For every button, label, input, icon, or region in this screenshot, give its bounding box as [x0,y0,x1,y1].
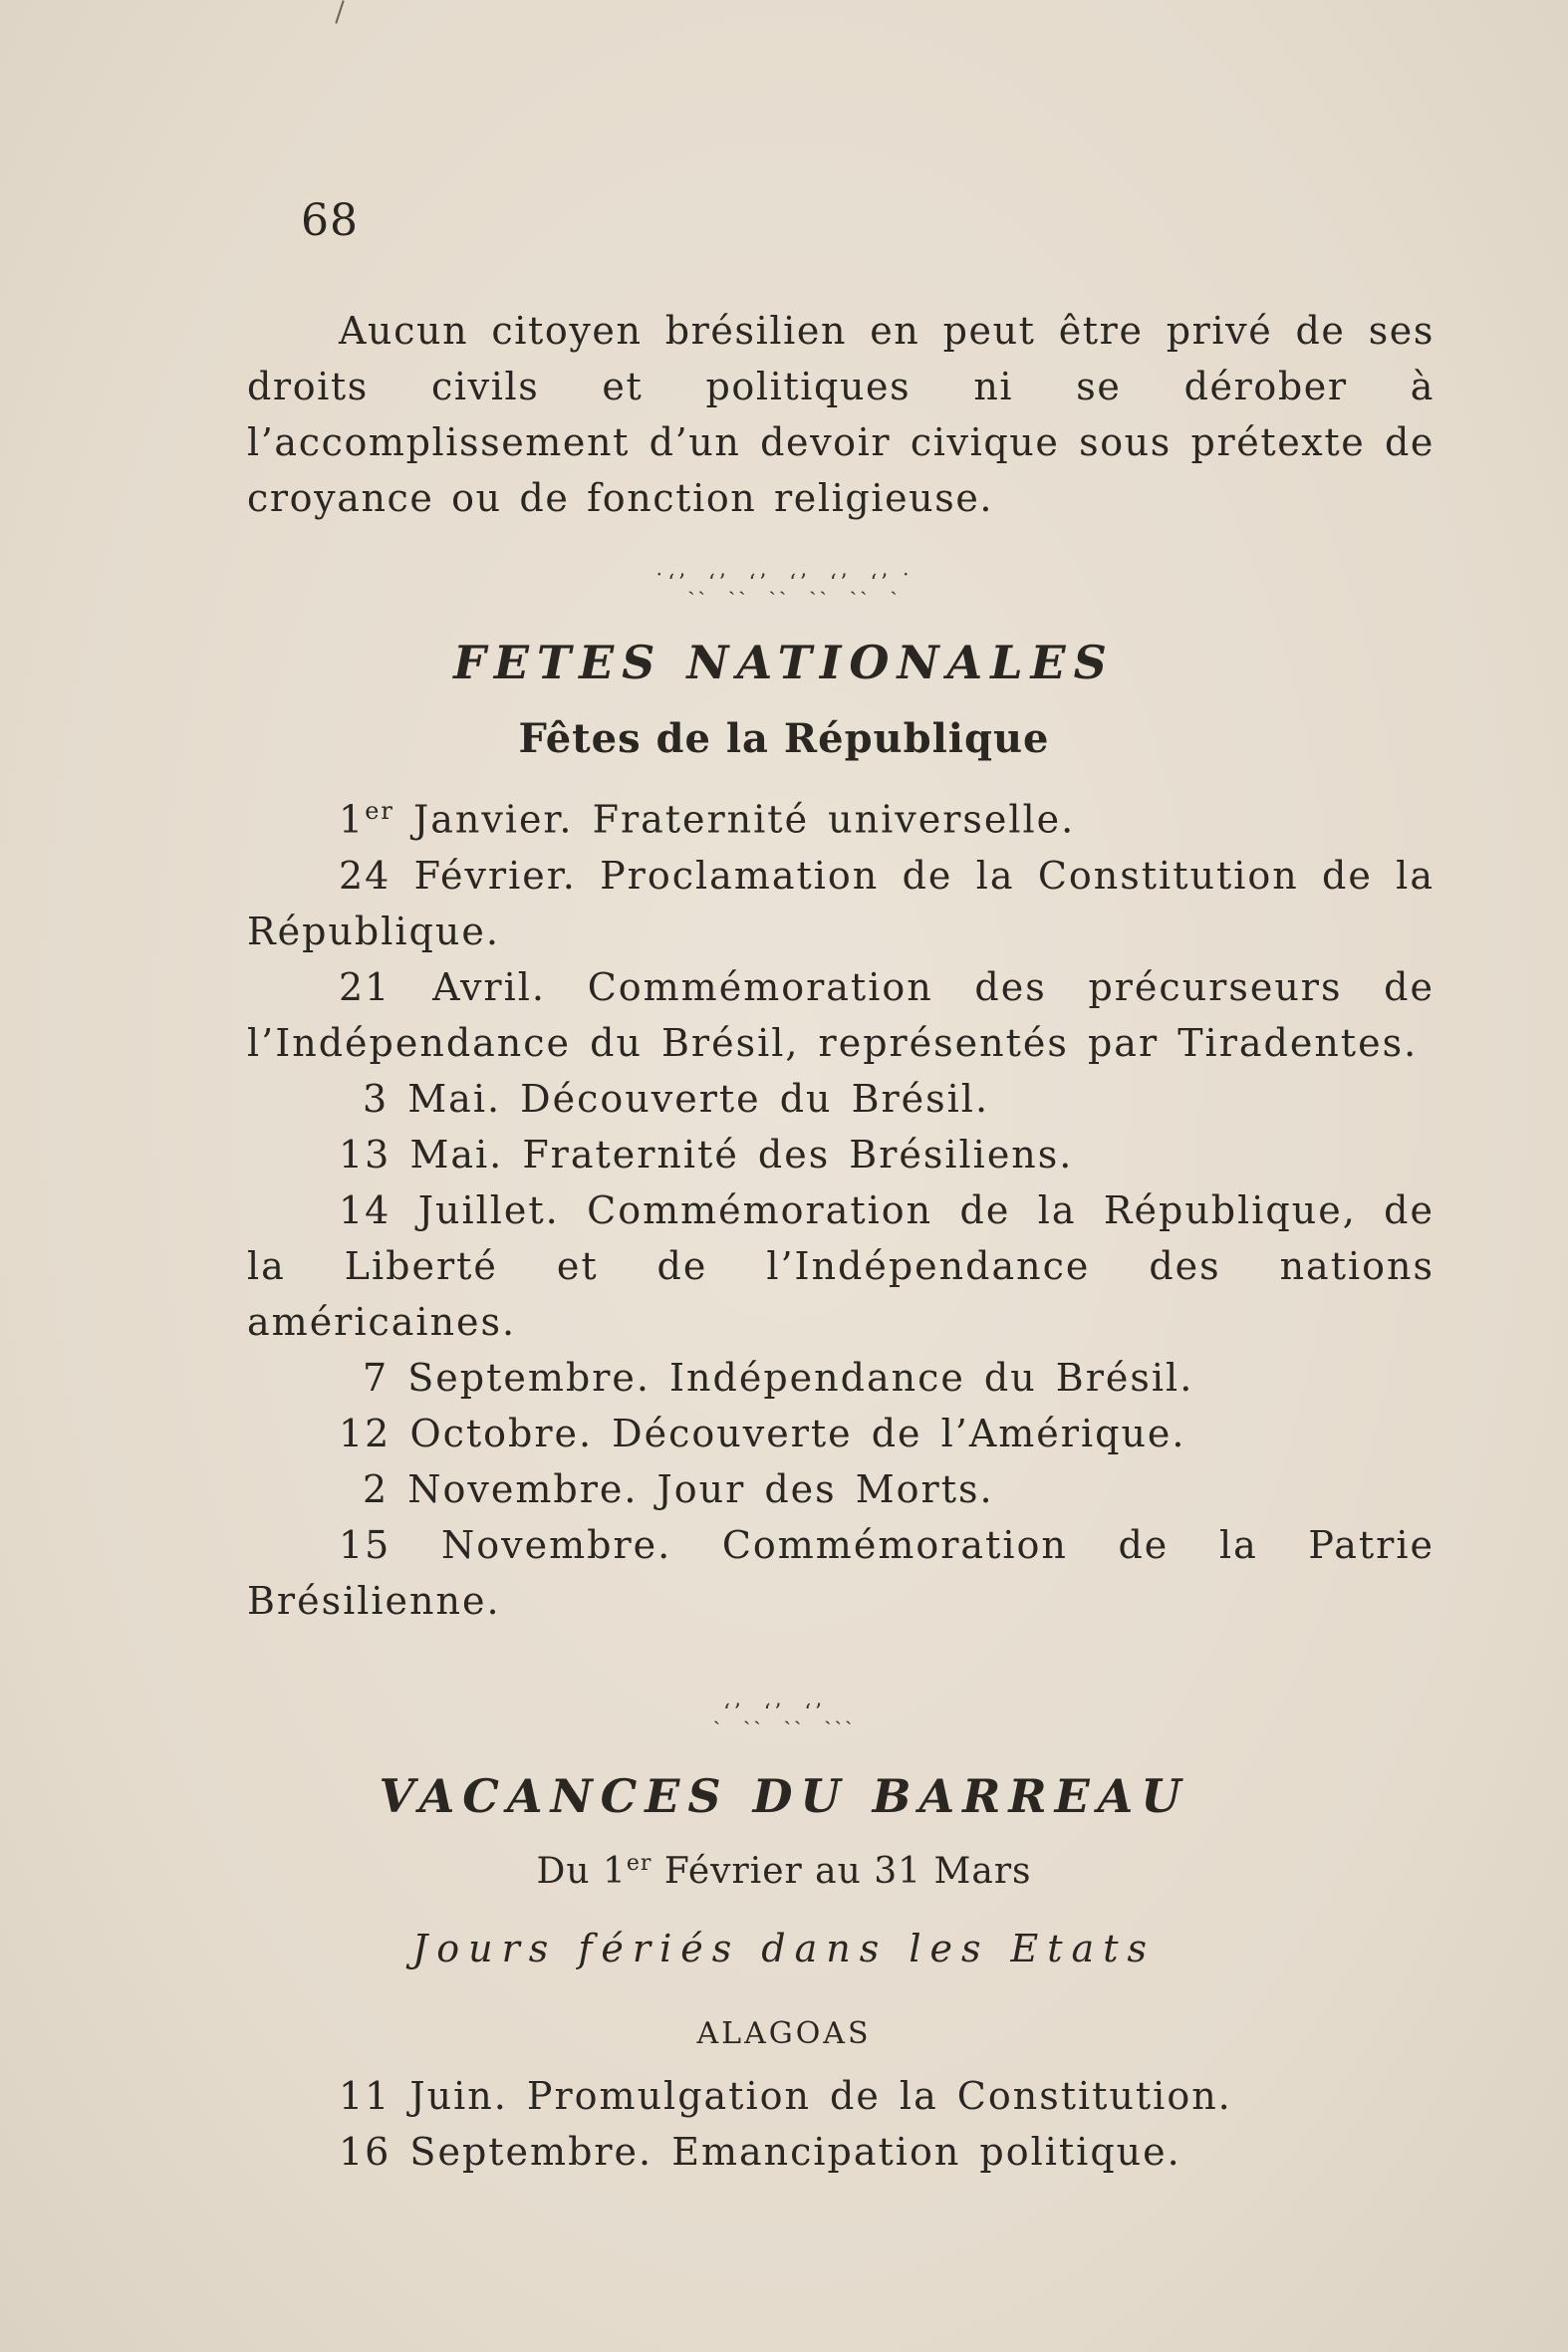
ornament-divider-2: ˏʻʼˏˎʻʼˏˎʻʼˏˎˏ [712,1700,856,1725]
court-vacations-dates: Du 1er Février au 31 Mars [536,1851,1032,1892]
holiday-entry: 13 Mai. Fraternité des Brésiliens. [339,1132,1074,1176]
national-holidays-title: FETES NATIONALES [453,636,1115,689]
national-holidays-list [247,783,1435,1629]
state-holiday-entry: 11 Juin. Promulgation de la Constitution. [339,2074,1232,2118]
holiday-entry: 21 Avril. Commémoration des précurseurs de l’Indépendance du Brésil, représentés par Tiradentes. [247,964,1435,1065]
holiday-entry: 12 Octobre. Découverte de l’Amérique. [339,1411,1186,1455]
court-vacations-title: VACANCES DU BARREAU [379,1769,1189,1823]
holiday-entry: 3 Mai. Découverte du Brésil. [363,1076,990,1121]
holiday-entry: 2 Novembre. Jour des Morts. [363,1466,994,1511]
intro-paragraph-block [247,303,1435,526]
state-holiday-entry: 16 Septembre. Emancipation politique. [339,2130,1181,2174]
page-number: 68 [301,195,359,246]
holiday-entry: 1er Janvier. Fraternité universelle. [339,797,1076,842]
holiday-entry: 15 Novembre. Commémoration de la Patrie Brésilienne. [247,1522,1435,1623]
intro-paragraph: Aucun citoyen brésilien en peut être privé de ses droits civils et politiques ni se dérober à l’accomplissement d’un devoir civique sous prétexte de croyance ou de fonction religieuse. [247,309,1435,520]
holiday-entry: 24 Février. Proclamation de la Constitution de la République. [247,853,1435,953]
holiday-entry: 14 Juillet. Commémoration de la République, de la Liberté et de l’Indépendance des nations américaines. [247,1187,1435,1344]
holiday-entry: 7 Septembre. Indépendance du Brésil. [363,1355,1194,1400]
paper-mark [335,0,344,23]
state-name: ALAGOAS [696,2016,872,2051]
ornament-divider-1: ˙ʻʼˏˎʻʼˏˎʻʼˏˎʻʼˏˎʻʼˏˎʻʼˏ˙ [653,571,915,596]
national-holidays-subtitle: Fêtes de la République [518,715,1050,762]
state-holidays-heading: Jours fériés dans les Etats [412,1927,1156,1970]
state-holidays-list [247,2068,1435,2180]
